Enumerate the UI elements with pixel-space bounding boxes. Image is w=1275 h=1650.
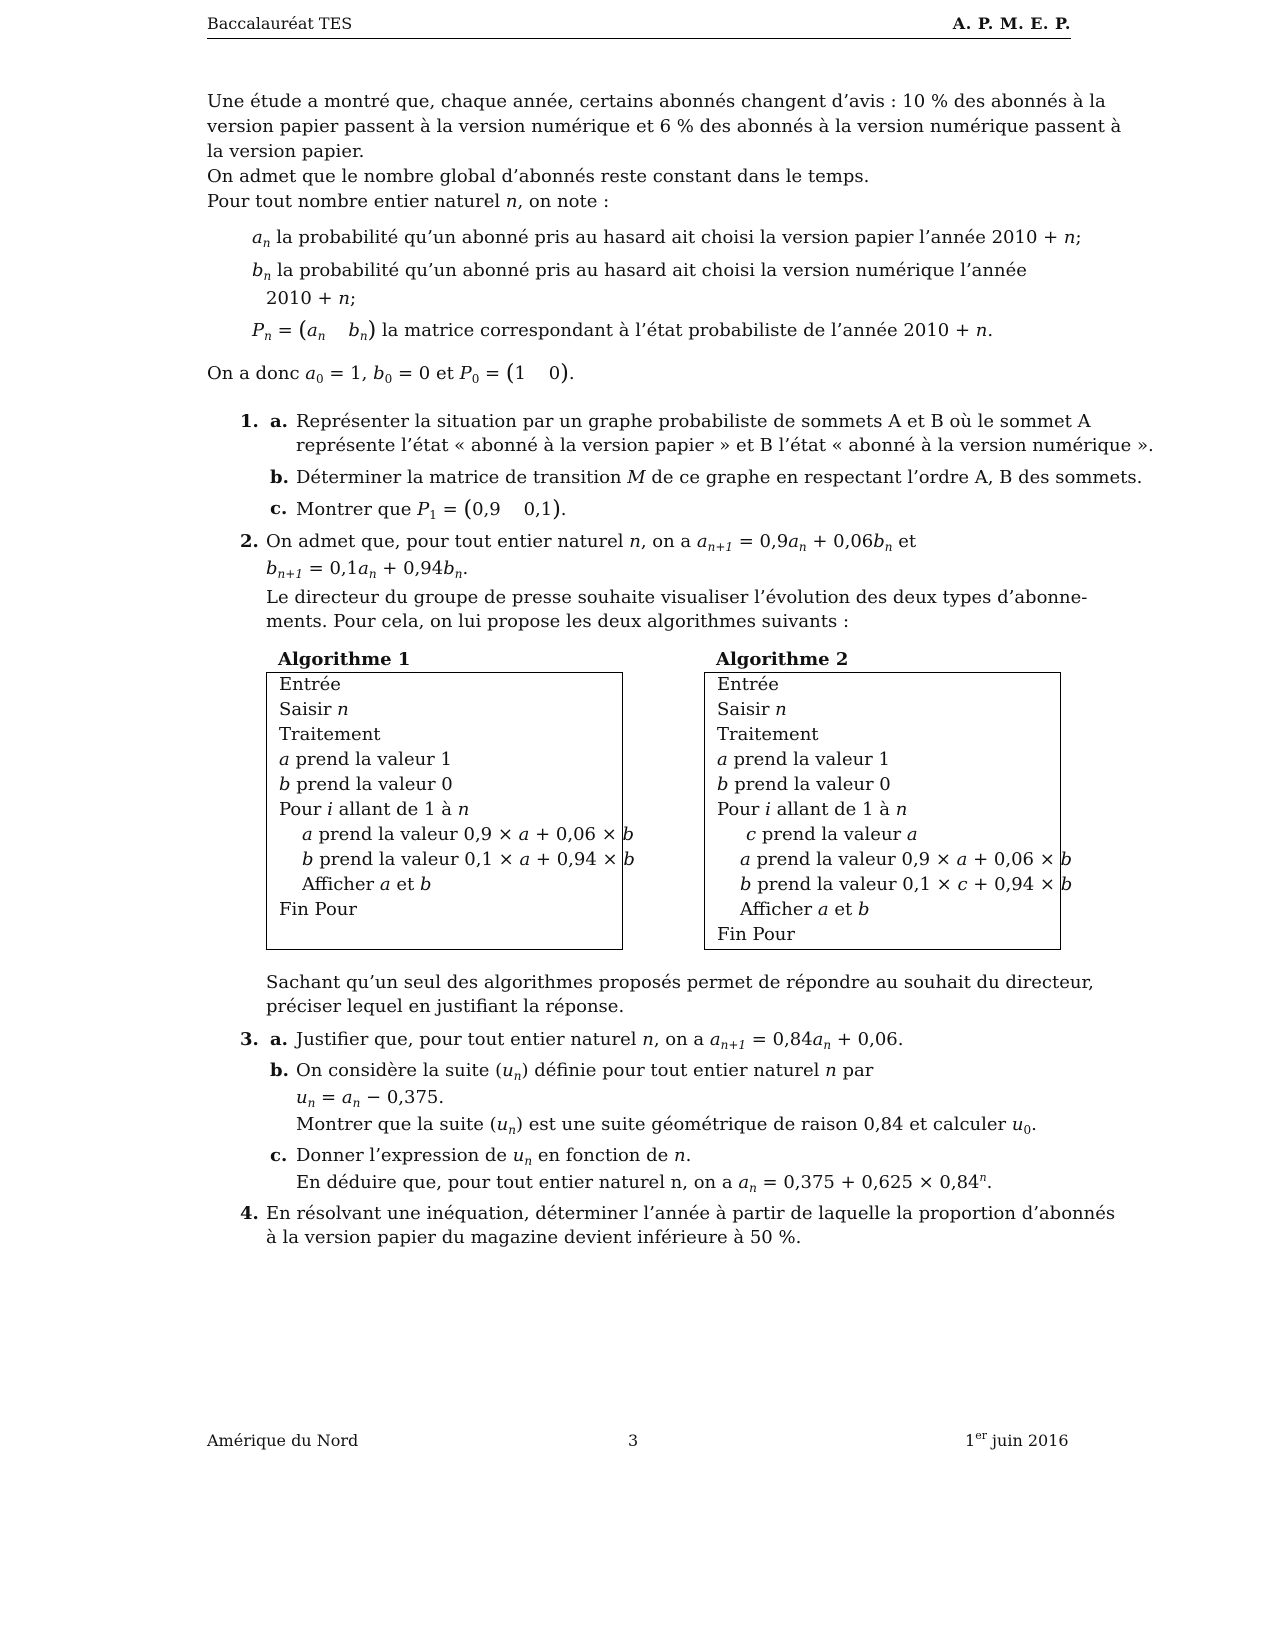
q3c-line-2: En déduire que, pour tout entier naturel n, on a $a_n = 0,375 + 0,625 \times 0,84^n$. — [296, 1171, 993, 1195]
algo2-line: Entrée — [717, 674, 779, 695]
algo2-line: Afficher a et b — [740, 899, 870, 920]
algo1-line: Fin Pour — [279, 899, 357, 920]
intro-line-3: la version papier. — [207, 141, 365, 162]
algorithm-1-box — [266, 672, 635, 950]
algorithm-2-box — [704, 672, 1073, 950]
initial-state: On a donc $a_0 = 1$, $b_0 = 0$ et $P_0 = (1$ 0). — [207, 361, 575, 386]
intro-line-5: Pour tout nombre entier naturel n, on note : — [207, 191, 610, 212]
page-header — [207, 12, 1071, 39]
q1c-text: Montrer que $P_1 = (0,9$ 0,1). — [296, 497, 567, 522]
q1a-label: a. — [270, 411, 288, 432]
algo2-line: b prend la valeur 0,1 × c + 0,94 × b — [740, 874, 1073, 895]
q4-number: 4. — [240, 1203, 259, 1224]
algo1-line: Saisir n — [279, 699, 349, 720]
q1b-label: b. — [270, 467, 289, 488]
q3b-label: b. — [270, 1060, 289, 1081]
q1-number: 1. — [240, 411, 259, 432]
q4-line-2: à la version papier du magazine devient inférieure à 50 %. — [266, 1227, 802, 1248]
algo2-line: a prend la valeur 1 — [717, 749, 890, 770]
algo1-line: a prend la valeur 0,9 × a + 0,06 × b — [302, 824, 635, 845]
algo1-line: Entrée — [279, 674, 341, 695]
q3a-text: Justifier que, pour tout entier naturel n, on a $a_{n+1} = 0,84a_n + 0,06$. — [296, 1029, 904, 1052]
algo1-line: Pour i allant de 1 à n — [279, 799, 470, 820]
algo2-line: Pour i allant de 1 à n — [717, 799, 908, 820]
algo2-line: Saisir n — [717, 699, 787, 720]
q1a-line-1: Représenter la situation par un graphe probabiliste de sommets A et B où le sommet A — [296, 411, 1091, 432]
header-left: Baccalauréat TES — [207, 14, 353, 33]
algo2-line: b prend la valeur 0 — [717, 774, 891, 795]
q3b-line-2: $u_n = a_n - 0,375$. — [296, 1087, 445, 1110]
q2-line-3: Le directeur du groupe de presse souhaite visualiser l’évolution des deux types d’abonne- — [266, 587, 1088, 608]
intro-line-1: Une étude a montré que, chaque année, certains abonnés changent d’avis : 10 % des abonnés à la — [207, 91, 1106, 112]
algo2-line: Traitement — [717, 724, 819, 745]
algorithm-1-title: Algorithme 1 — [278, 649, 411, 670]
q1a-line-2: représente l’état « abonné à la version papier » et B l’état « abonné à la version numérique ». — [296, 435, 1154, 456]
algo1-line: b prend la valeur 0 — [279, 774, 453, 795]
q4-line-1: En résolvant une inéquation, déterminer l’année à partir de laquelle la proportion d’abonnés — [266, 1203, 1116, 1224]
q3-number: 3. — [240, 1029, 259, 1050]
q3b-line-3: Montrer que la suite $(u_n)$ est une suite géométrique de raison 0,84 et calculer $u_0$. — [296, 1114, 1037, 1137]
def-bn: $b_n$ la probabilité qu’un abonné pris au hasard ait choisi la version numérique l’année — [252, 260, 1027, 283]
q1c-label: c. — [270, 498, 288, 519]
def-pn: $P_n = (a_n$ $b_n$) la matrice correspondant à l’état probabiliste de l’année 2010 + n. — [252, 318, 994, 343]
q2-line-2: $b_{n+1} = 0,1a_n + 0,94b_n$. — [266, 558, 469, 581]
q1b-text: Déterminer la matrice de transition M de ce graphe en respectant l’ordre A, B des sommets. — [296, 467, 1143, 488]
algo1-line: b prend la valeur 0,1 × a + 0,94 × b — [302, 849, 635, 870]
footer-date: 1er juin 2016 — [965, 1429, 1069, 1450]
intro-line-4: On admet que le nombre global d’abonnés reste constant dans le temps. — [207, 166, 870, 187]
footer-left: Amérique du Nord — [207, 1431, 359, 1450]
q3c-line-1: Donner l’expression de $u_n$ en fonction de n. — [296, 1145, 692, 1168]
q2-line-1: On admet que, pour tout entier naturel n, on a $a_{n+1} = 0,9a_n + 0,06b_n$ et — [266, 531, 917, 554]
algorithm-2-title: Algorithme 2 — [716, 649, 849, 670]
q2-line-4: ments. Pour cela, on lui propose les deux algorithmes suivants : — [266, 611, 850, 632]
q3a-label: a. — [270, 1029, 288, 1050]
algo2-line: Fin Pour — [717, 924, 795, 945]
q2-after-2: préciser lequel en justifiant la réponse. — [266, 996, 625, 1017]
footer-page-number: 3 — [628, 1431, 639, 1450]
def-bn-year: 2010 + n; — [266, 288, 357, 309]
q2-after-1: Sachant qu’un seul des algorithmes proposés permet de répondre au souhait du directeur, — [266, 972, 1094, 993]
algo1-line: Traitement — [279, 724, 381, 745]
algo1-line: Afficher a et b — [302, 874, 432, 895]
intro-line-2: version papier passent à la version numérique et 6 % des abonnés à la version numérique passent à — [207, 116, 1122, 137]
q2-number: 2. — [240, 531, 259, 552]
algo2-line: a prend la valeur 0,9 × a + 0,06 × b — [740, 849, 1073, 870]
def-an: $a_n$ la probabilité qu’un abonné pris au hasard ait choisi la version papier l’année 2010 + n; — [252, 227, 1082, 250]
algo2-line: c prend la valeur a — [746, 824, 918, 845]
q3c-label: c. — [270, 1145, 288, 1166]
algo1-line: a prend la valeur 1 — [279, 749, 452, 770]
q3b-line-1: On considère la suite $(u_n)$ définie pour tout entier naturel n par — [296, 1060, 874, 1083]
header-right: A. P. M. E. P. — [952, 14, 1071, 33]
